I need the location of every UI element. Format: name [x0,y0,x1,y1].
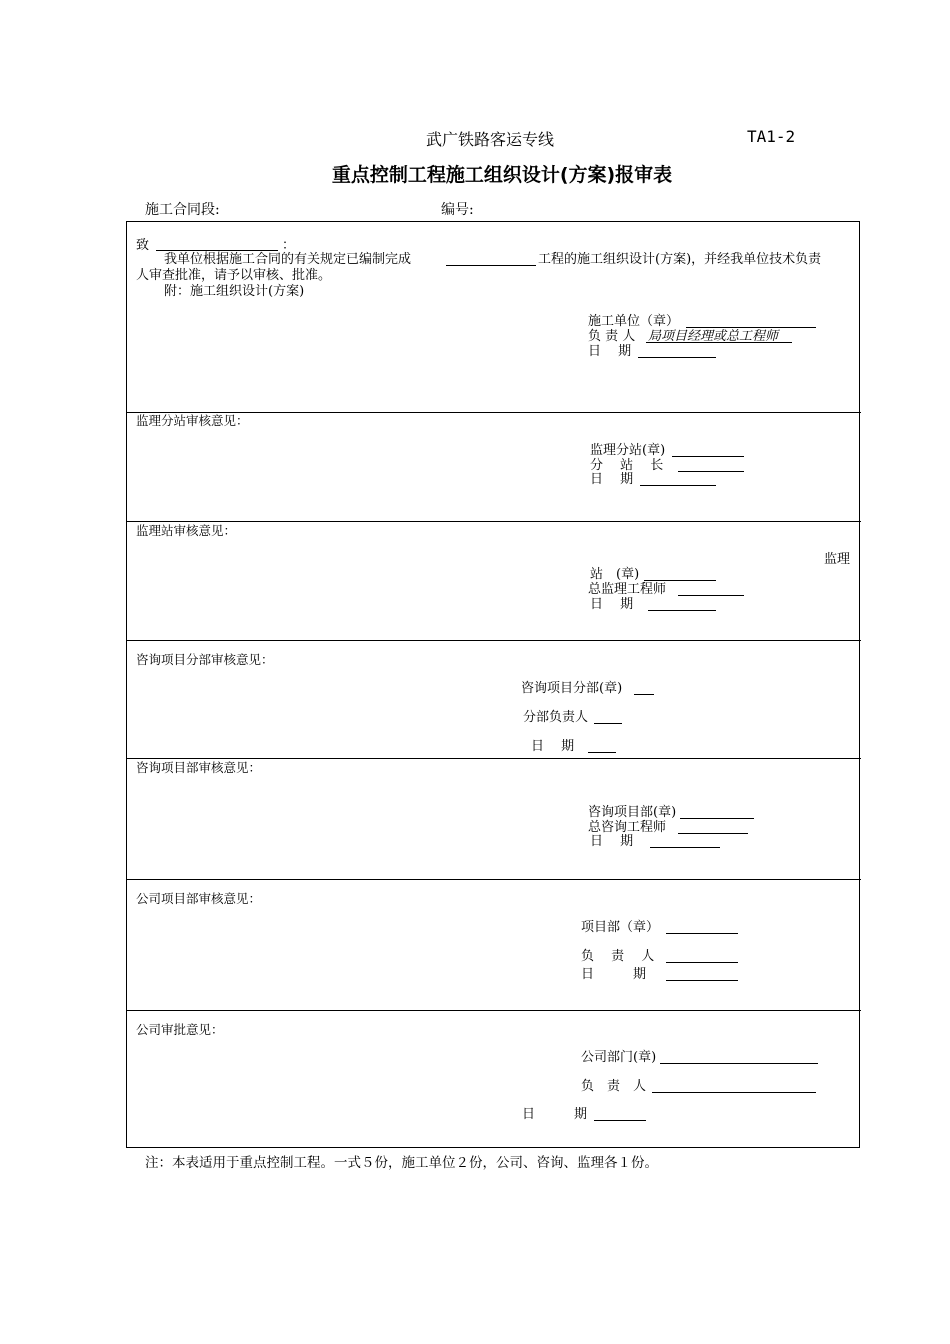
signature-field[interactable] [594,723,622,724]
signature-label: 监理分站(章) [590,443,666,458]
date-label: 日 期 [590,472,634,487]
signature-field[interactable] [672,456,744,457]
row-divider [126,1010,861,1011]
section-heading: 咨询项目部审核意见： [136,760,262,775]
signature-field[interactable] [634,694,654,695]
form-table [126,221,860,1148]
signature-field[interactable] [678,833,748,834]
signature-field[interactable] [652,1092,816,1093]
row-divider [126,879,861,880]
recipient-field[interactable] [156,250,278,251]
row-divider [126,758,861,759]
signature-label: 负 责 人 [581,949,655,964]
responsible-person-label: 负 责 人 [588,329,636,344]
signature-label: 项目部（章） [581,920,660,935]
construction-unit-field[interactable] [686,327,816,328]
date-label: 日 期 [588,344,632,359]
signature-label: 负 责 人 [581,1079,647,1094]
signature-label: 公司部门(章) [581,1050,657,1065]
signature-label: 咨询项目分部(章) [521,681,623,696]
date-label: 日 期 [590,597,634,612]
date-label: 日 期 [522,1107,588,1122]
signature-label: 分 站 长 [590,458,664,473]
railway-name: 武广铁路客运专线 [426,130,555,149]
date-field[interactable] [638,357,716,358]
section-heading: 公司项目部审核意见： [136,891,262,906]
date-field[interactable] [588,752,616,753]
section-heading: 监理站审核意见： [136,523,237,538]
signature-label: 咨询项目部(章) [588,805,677,820]
section-heading: 监理分站审核意见： [136,413,249,428]
date-field[interactable] [650,847,720,848]
section-heading: 咨询项目分部审核意见： [136,652,274,667]
signature-field[interactable] [666,962,738,963]
form-code: TA1-2 [747,127,796,146]
to-label: 致 [136,238,150,253]
signature-field[interactable] [678,595,744,596]
signature-label: 总咨询工程师 [588,820,667,835]
responsible-person-field[interactable] [646,342,792,343]
date-field[interactable] [640,485,716,486]
signature-field[interactable] [644,580,716,581]
body-text-line2: 人审查批准，请予以审核、批准。 [136,268,332,283]
page-title: 重点控制工程施工组织设计(方案)报审表 [331,164,673,186]
date-field[interactable] [666,980,738,981]
section-heading: 公司审批意见： [136,1022,224,1037]
signature-label: 站 (章) [590,567,640,582]
body-text-part1: 我单位根据施工合同的有关规定已编制完成 [164,252,412,267]
signature-field[interactable] [680,818,754,819]
signature-label: 分部负责人 [523,710,589,725]
signature-field[interactable] [666,933,738,934]
to-colon: ： [282,238,296,253]
date-field[interactable] [648,610,716,611]
project-name-field[interactable] [446,265,536,266]
date-label: 日 期 [581,967,647,982]
date-field[interactable] [594,1120,646,1121]
footer-note: 注：本表适用于重点控制工程。一式５份，施工单位２份，公司、咨询、监理各１份。 [145,1155,658,1171]
signature-field[interactable] [678,471,744,472]
number-label: 编号: [441,202,474,218]
row-divider [126,640,861,641]
body-text-part2: 工程的施工组织设计(方案)，并经我单位技术负责 [538,252,822,267]
signature-field[interactable] [660,1063,818,1064]
responsible-person-hint: 局项目经理或总工程师 [648,329,779,344]
signature-label: 总监理工程师 [588,582,667,597]
date-label: 日 期 [590,834,634,849]
row-divider [126,521,861,522]
construction-unit-label: 施工单位（章） [588,314,680,329]
contract-section-label: 施工合同段: [145,202,220,218]
attachment-label: 附：施工组织设计(方案) [164,284,305,299]
signature-label: 监理 [824,552,851,567]
date-label: 日 期 [531,739,575,754]
